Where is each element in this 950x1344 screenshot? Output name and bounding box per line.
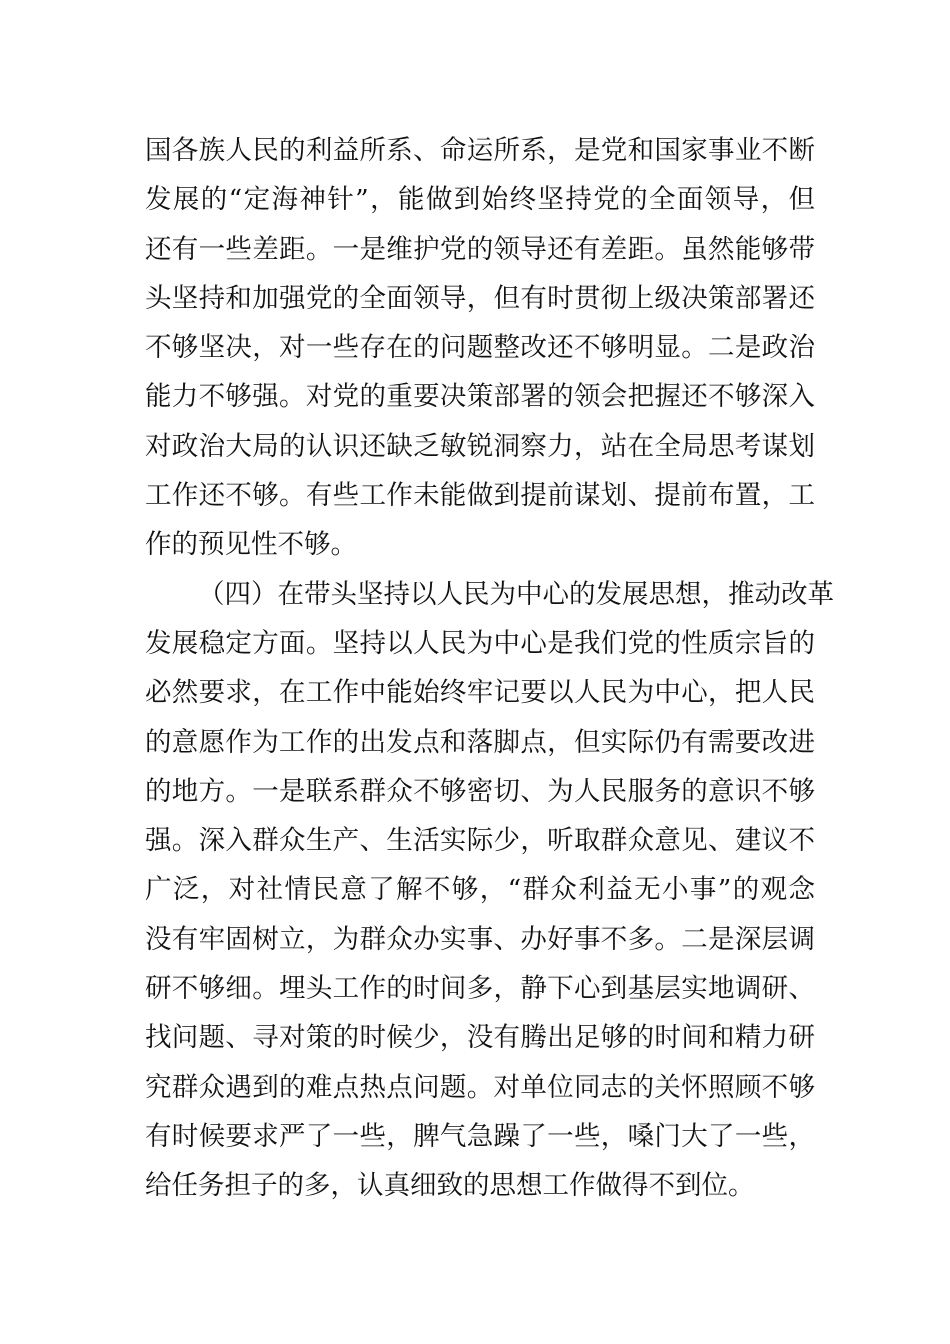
text-line: 能力不够强。对党的重要决策部署的领会把握还不够深入: [145, 381, 815, 413]
body-text: [145, 126, 834, 1211]
text-line: 国各族人民的利益所系、命运所系，是党和国家事业不断: [145, 135, 815, 166]
text-line: 究群众遇到的难点热点问题。对单位同志的关怀照顾不够: [145, 1071, 815, 1103]
text-line: 的地方。一是联系群众不够密切、为人民服务的意识不够: [145, 775, 815, 807]
text-line: 发展稳定方面。坚持以人民为中心是我们党的性质宗旨的: [145, 627, 815, 659]
text-line: 对政治大局的认识还缺乏敏锐洞察力，站在全局思考谋划: [145, 430, 815, 462]
text-line: 发展的“定海神针”，能做到始终坚持党的全面领导，但: [145, 184, 815, 216]
text-line: 还有一些差距。一是维护党的领导还有差距。虽然能够带: [145, 233, 815, 265]
text-line: 没有牢固树立，为群众办实事、办好事不多。二是深层调: [145, 923, 815, 955]
section-heading-line: （四）在带头坚持以人民为中心的发展思想，推动改革: [198, 578, 834, 610]
text-line: 广泛，对社情民意了解不够，“群众利益无小事”的观念: [145, 874, 815, 906]
text-line: 作的预见性不够。: [145, 529, 357, 561]
text-line: 给任务担子的多，认真细致的思想工作做得不到位。: [145, 1170, 755, 1202]
text-line: 的意愿作为工作的出发点和落脚点，但实际仍有需要改进: [145, 726, 815, 758]
text-line: 找问题、寻对策的时候少，没有腾出足够的时间和精力研: [145, 1022, 815, 1054]
text-line: 有时候要求严了一些，脾气急躁了一些，嗓门大了一些，: [145, 1120, 815, 1152]
text-line: 头坚持和加强党的全面领导，但有时贯彻上级决策部署还: [145, 282, 815, 314]
text-line: 不够坚决，对一些存在的问题整改还不够明显。二是政治: [145, 332, 815, 364]
text-line: 强。深入群众生产、生活实际少，听取群众意见、建议不: [145, 825, 815, 857]
text-line: 研不够细。埋头工作的时间多，静下心到基层实地调研、: [145, 973, 815, 1005]
text-line: 工作还不够。有些工作未能做到提前谋划、提前布置，工: [145, 480, 815, 512]
text-line: 必然要求，在工作中能始终牢记要以人民为中心，把人民: [145, 677, 815, 709]
